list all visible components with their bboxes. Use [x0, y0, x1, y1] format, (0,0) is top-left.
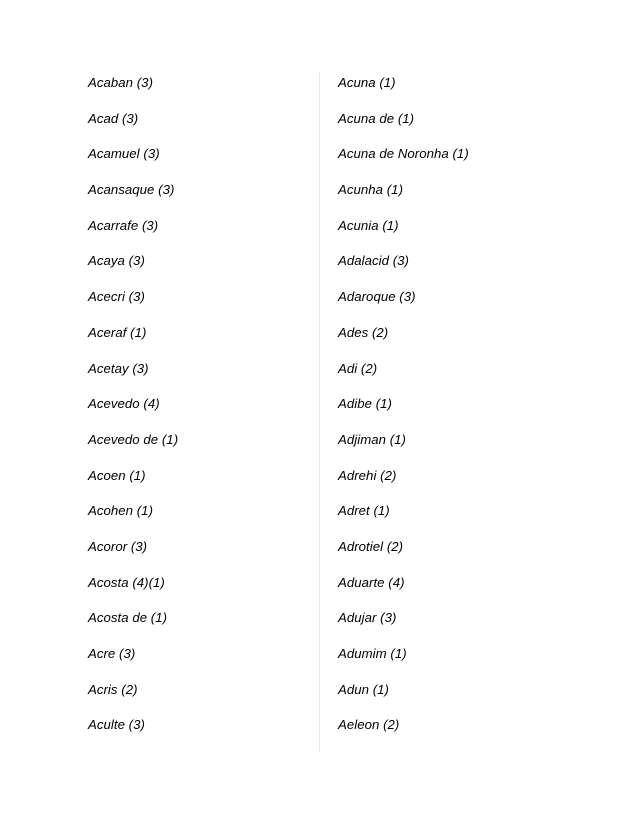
list-item: Aeleon (2): [338, 717, 400, 733]
list-item: Acamuel (3): [88, 146, 160, 162]
list-item: Aceraf (1): [88, 324, 147, 340]
list-item: Adrehi (2): [338, 467, 397, 483]
list-item: Acunha (1): [338, 182, 404, 198]
list-item: Acosta de (1): [88, 610, 168, 626]
list-item: Acohen (1): [88, 503, 154, 519]
list-item: Adjiman (1): [338, 431, 406, 447]
list-item: Acansaque (3): [88, 182, 175, 198]
list-item: Acuna de Noronha (1): [338, 146, 469, 162]
list-item: Acad (3): [88, 110, 139, 126]
list-item: Acuna (1): [338, 75, 396, 90]
list-item: Adi (2): [338, 360, 378, 376]
column-divider: [319, 72, 320, 752]
list-item: Adret (1): [338, 503, 390, 519]
list-item: Acosta (4)(1): [88, 574, 165, 590]
list-item: Acunia (1): [338, 217, 399, 233]
surname-column-left: [88, 72, 178, 750]
list-item: Acris (2): [88, 681, 138, 697]
list-item: Adalacid (3): [338, 253, 409, 269]
list-item: Acre (3): [88, 646, 136, 661]
list-item: Adibe (1): [338, 396, 392, 412]
surname-column-right: [338, 72, 469, 750]
list-item: Acoror (3): [88, 538, 148, 554]
list-item: Adun (1): [338, 681, 389, 697]
list-item: Acevedo de (1): [88, 431, 179, 447]
list-item: Adumim (1): [338, 646, 407, 661]
list-item: Acetay (3): [88, 360, 149, 376]
list-item: Adrotiel (2): [338, 538, 404, 554]
list-item: Aculte (3): [88, 717, 145, 733]
list-item: Adujar (3): [338, 610, 397, 626]
list-item: Acuna de (1): [338, 110, 415, 126]
list-item: Acarrafe (3): [88, 217, 159, 233]
list-item: Aduarte (4): [338, 574, 405, 590]
list-item: Acecri (3): [88, 289, 145, 305]
list-item: Acoen (1): [88, 467, 146, 483]
list-item: Acevedo (4): [88, 396, 160, 412]
list-item: Ades (2): [338, 324, 389, 340]
list-item: Acaban (3): [88, 75, 154, 90]
list-item: Acaya (3): [88, 253, 145, 269]
list-item: Adaroque (3): [338, 289, 416, 305]
